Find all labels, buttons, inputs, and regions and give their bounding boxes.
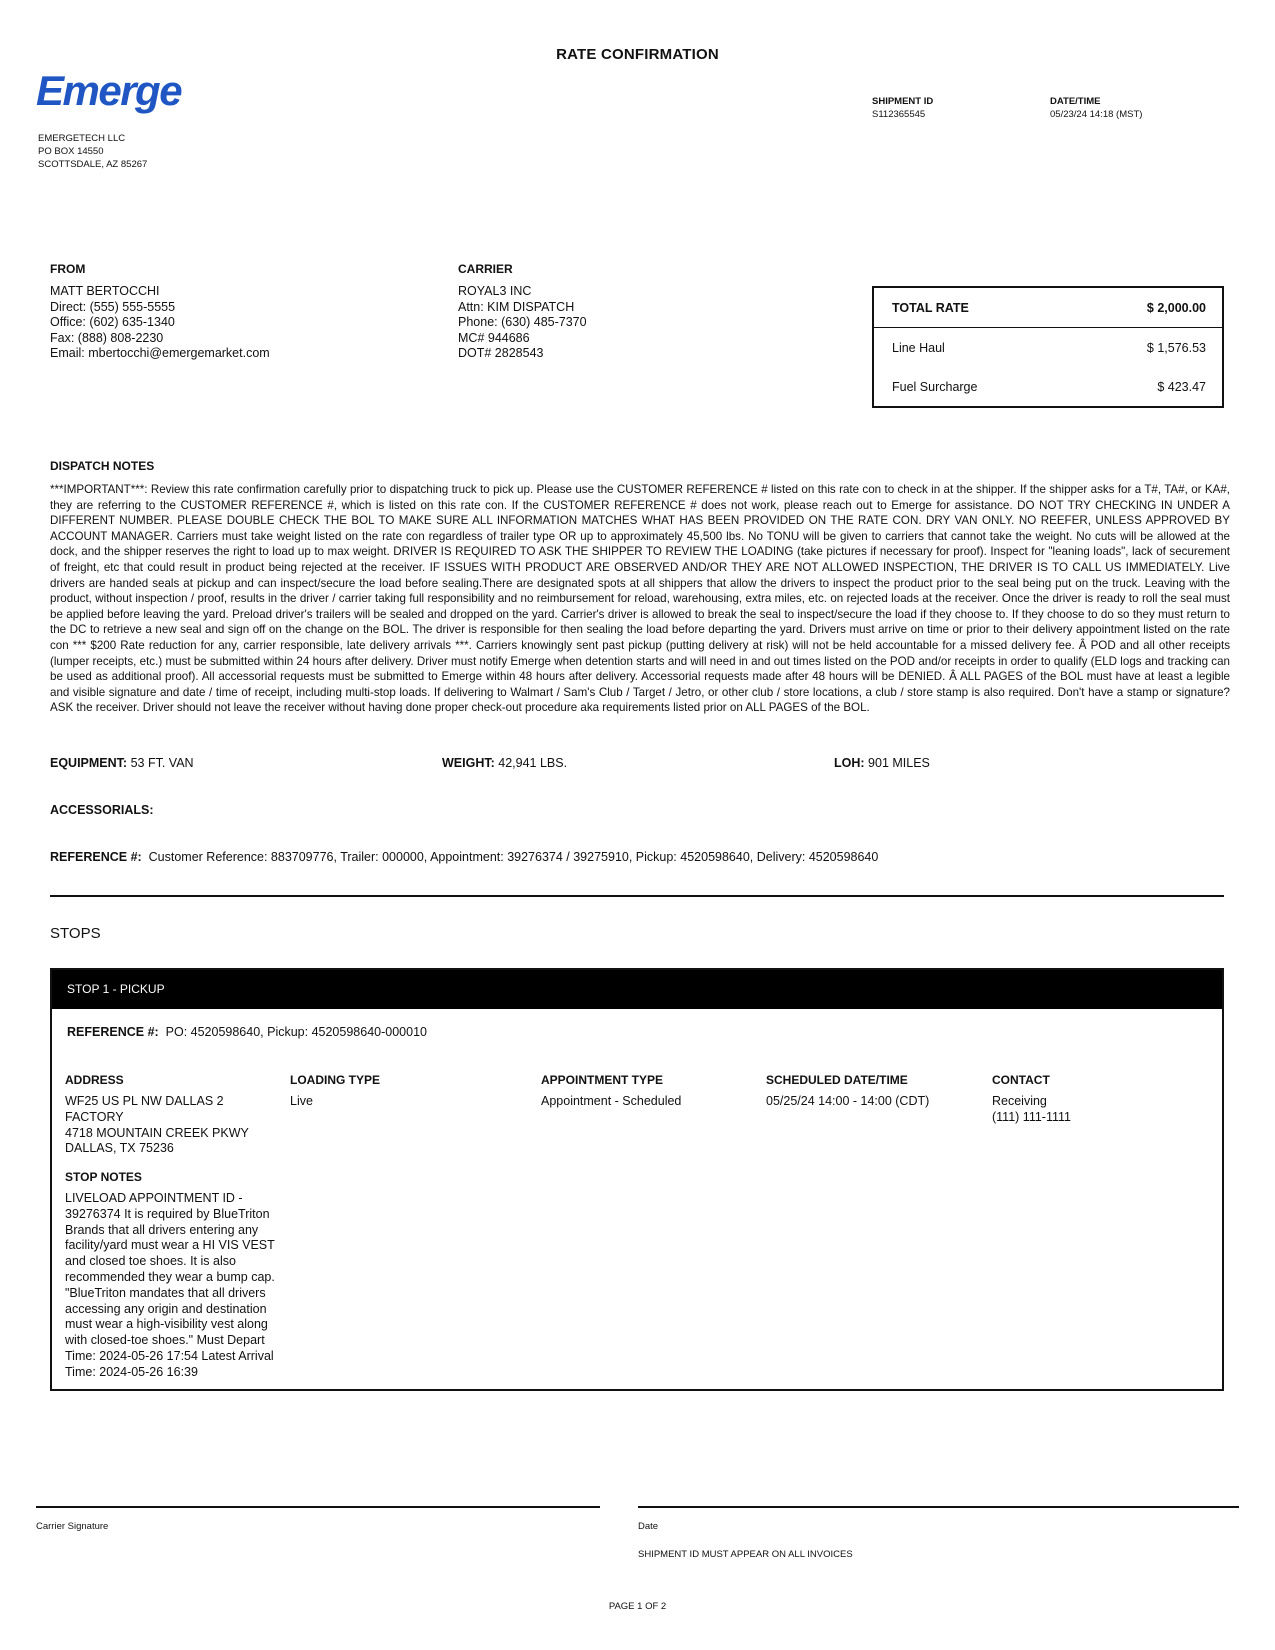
address-label: ADDRESS	[65, 1073, 124, 1087]
weight-row	[442, 756, 567, 770]
section-divider	[50, 895, 1224, 897]
shipment-id-block	[872, 95, 933, 121]
address-line: FACTORY	[65, 1109, 124, 1124]
accessorials-row	[50, 803, 153, 817]
appointment-type-label: APPOINTMENT TYPE	[541, 1073, 664, 1087]
carrier-name: ROYAL3 INC	[458, 284, 532, 298]
from-section	[50, 262, 270, 362]
fuel-surcharge-label: Fuel Surcharge	[892, 380, 978, 394]
equipment-label: EQUIPMENT:	[50, 756, 128, 770]
loading-type-value: Live	[290, 1094, 313, 1108]
dispatch-notes-label: DISPATCH NOTES	[50, 459, 155, 473]
stop-reference-label: REFERENCE #:	[67, 1025, 159, 1039]
address-line: WF25 US PL NW DALLAS 2	[65, 1094, 224, 1108]
carrier-signature-line	[36, 1506, 600, 1508]
rate-box	[872, 286, 1224, 408]
address-lines	[65, 1094, 249, 1157]
equipment-row	[50, 756, 194, 770]
stop-notes-label: STOP NOTES	[65, 1170, 142, 1184]
carrier-attn: Attn: KIM DISPATCH	[458, 299, 575, 314]
carrier-mc: MC# 944686	[458, 330, 530, 345]
from-office: Office: (602) 635-1340	[50, 315, 175, 329]
date-signature-line	[638, 1506, 1239, 1508]
fuel-surcharge-row	[874, 368, 1222, 406]
weight-value: 42,941 LBS.	[498, 756, 568, 770]
shipment-id-value: S112365545	[872, 109, 926, 120]
address-line: 4718 MOUNTAIN CREEK PKWY	[65, 1125, 249, 1140]
contact-label: CONTACT	[992, 1073, 1050, 1087]
stop-header: STOP 1 - PICKUP	[52, 970, 1222, 1009]
company-line: PO BOX 14550	[38, 146, 104, 157]
loh-row	[834, 756, 930, 770]
date-label: Date	[638, 1521, 659, 1532]
total-rate-label: TOTAL RATE	[892, 300, 969, 315]
total-rate-value: $ 2,000.00	[1146, 300, 1206, 315]
company-logo: Emerge	[36, 67, 182, 114]
dispatch-notes-text: ***IMPORTANT***: Review this rate confirmation carefully prior to dispatching truck to pick up. Please use the CUSTOMER REFERENCE # listed on this rate con to check in at the shipper. If the shipper asks for a T#, TA#, or KA#, they are referring to the CUSTOMER REFERENCE #, which is listed on this rate con. If the CUSTOMER REFERENCE # does not work, please reach out to Emerge for assistance. DO NOT TRY CHECKING IN UNDER A DIFFERENT NUMBER. PLEASE DOUBLE CHECK THE BOL TO MAKE SURE ALL INFORMATION MATCHES WHAT HAS BEEN PROVIDED ON THE RATE CON. DRY VAN ONLY. NO REEFER, UNLESS APPROVED BY ACCOUNT MANAGER. Carriers must take weight listed on the rate con regardless of trailer type OR up to approximately 45,500 lbs. No TONU will be given to carriers that cannot take the weight. No cuts will be allowed at the dock, and the shipper reserves the right to load up to max weight. DRIVER IS REQUIRED TO ASK THE SHIPPER TO REVIEW THE LOADING (take pictures if necessary for proof). Inspect for "leaning loads", lack of securement of freight, etc that could result in product being rejected at the receiver. IF ISSUES WITH PRODUCT ARE OBSERVED AND/OR THEY ARE NOT ALLOWED INSPECTION, THE DRIVER IS TO CALL US IMMEDIATELY. Live drivers are handed seals at pickup and can inspect/secure the load before sealing.There are designated spots at all shippers that allow the drivers to inspect the product prior to the seal being put on the truck. Leaving with the product, without inspection / proof, results in the driver / carrier taking full responsibility and no reimbursement for reload, warehousing, extra miles, etc. on rejected loads at the receiver. Once the driver is ready to roll the seal must be applied before leaving the yard. Preload driver's trailers will be sealed and dropped on the yard. Carrier's driver is allowed to break the seal to inspect/secure the load if they choose to. If they choose to do so they must return to the DC to retrieve a new seal and sign off on the change on the BOL. The driver is responsible for then sealing the load before departing the yard. Drivers must arrive on time or prior to their delivery appointment listed on the rate con *** $200 Rate reduction for any, carrier responsible, late delivery arrivals ***. Carriers knowingly sent past pickup (putting delivery at risk) will not be held accountable for a missed delivery fee. Â POD and all other receipts (lumper receipts, etc.) must be submitted within 24 hours after delivery. Driver must notify Emerge when detention starts and will need in and out times listed on the POD and/or receipts in order to qualify (ELD logs and tracking can be used as additional proof). All accessorial requests must be submitted to Emerge within 48 hours after delivery. Accessorial requests made after 48 hours will be DENIED. Â ALL PAGES of the BOL must have at least a legible and visible signature and date / time of receipt, including multi-stop loads. If delivering to Walmart / Sam's Club / Target / Jetro, or other club / store locations, a club / store stamp is also required. Don't have a stamp or signature? ASK the receiver. Driver should not leave the receiver without having done proper check-out procedure aka requirements listed prior on ALL PAGES of the BOL.	[50, 483, 1230, 715]
scheduled-value: 05/25/24 14:00 - 14:00 (CDT)	[766, 1094, 930, 1108]
from-name: MATT BERTOCCHI	[50, 284, 160, 298]
document-title: RATE CONFIRMATION	[556, 46, 719, 63]
contact-phone: (111) 111-1111	[992, 1109, 1071, 1124]
stop-notes-col	[65, 1170, 285, 1381]
contact-name: Receiving	[992, 1094, 1047, 1108]
reference-value: Customer Reference: 883709776, Trailer: 000000, Appointment: 39276374 / 39275910, Pickup: 4520598640, Delivery: 4520598640	[148, 850, 879, 864]
fuel-surcharge-value: $ 423.47	[1157, 380, 1206, 394]
address-line: DALLAS, TX 75236	[65, 1141, 174, 1156]
weight-label: WEIGHT:	[442, 756, 495, 770]
total-rate-row	[874, 288, 1222, 328]
invoice-note: SHIPMENT ID MUST APPEAR ON ALL INVOICES	[638, 1549, 853, 1560]
company-line: EMERGETECH LLC	[38, 133, 126, 144]
carrier-label: CARRIER	[458, 262, 513, 276]
loading-type-label: LOADING TYPE	[290, 1073, 381, 1087]
contact-col	[992, 1073, 1071, 1126]
accessorials-label: ACCESSORIALS:	[50, 803, 154, 817]
stop-address-col	[65, 1073, 249, 1157]
carrier-section	[458, 262, 587, 362]
carrier-phone: Phone: (630) 485-7370	[458, 315, 587, 329]
line-haul-label: Line Haul	[892, 341, 945, 355]
from-email: Email: mbertocchi@emergemarket.com	[50, 346, 270, 360]
line-haul-value: $ 1,576.53	[1146, 341, 1206, 355]
datetime-block	[1050, 95, 1142, 121]
datetime-label: DATE/TIME	[1050, 96, 1101, 107]
company-line: SCOTTSDALE, AZ 85267	[38, 159, 148, 170]
stop-notes-text: LIVELOAD APPOINTMENT ID - 39276374 It is required by BlueTriton Brands that all drivers entering any facility/yard must wear a HI VIS VEST and closed toe shoes. It is also recommended they wear a bump cap. "BlueTriton mandates that all drivers accessing any origin and destination must wear a high-visibility vest along with closed-toe shoes." Must Depart Time: 2024-05-26 17:54 Latest Arrival Time: 2024-05-26 16:39	[65, 1191, 275, 1379]
shipment-id-label: SHIPMENT ID	[872, 96, 934, 107]
equipment-value: 53 FT. VAN	[130, 756, 194, 770]
carrier-lines	[458, 284, 587, 362]
datetime-value: 05/23/24 14:18 (MST)	[1050, 109, 1143, 120]
scheduled-label: SCHEDULED DATE/TIME	[766, 1073, 908, 1087]
line-haul-row	[874, 328, 1222, 368]
loading-type-col	[290, 1073, 380, 1110]
loh-label: LOH:	[834, 756, 865, 770]
from-fax: Fax: (888) 808-2230	[50, 330, 164, 345]
from-direct: Direct: (555) 555-5555	[50, 299, 176, 314]
stops-title: STOPS	[50, 925, 101, 942]
reference-label: REFERENCE #:	[50, 850, 142, 864]
from-label: FROM	[50, 262, 86, 276]
stop-reference-row	[67, 1025, 427, 1039]
carrier-dot: DOT# 2828543	[458, 346, 544, 360]
scheduled-col	[766, 1073, 929, 1110]
company-address	[38, 132, 147, 171]
stop-card	[50, 968, 1224, 1391]
contact-lines	[992, 1094, 1071, 1126]
page-number: PAGE 1 OF 2	[608, 1601, 667, 1612]
appointment-type-value: Appointment - Scheduled	[541, 1094, 682, 1108]
loh-value: 901 MILES	[868, 756, 930, 770]
carrier-signature-label: Carrier Signature	[36, 1521, 109, 1532]
from-lines	[50, 284, 270, 362]
appointment-type-col	[541, 1073, 681, 1110]
stop-reference-value: PO: 4520598640, Pickup: 4520598640-000010	[165, 1025, 427, 1039]
reference-row	[50, 850, 878, 864]
